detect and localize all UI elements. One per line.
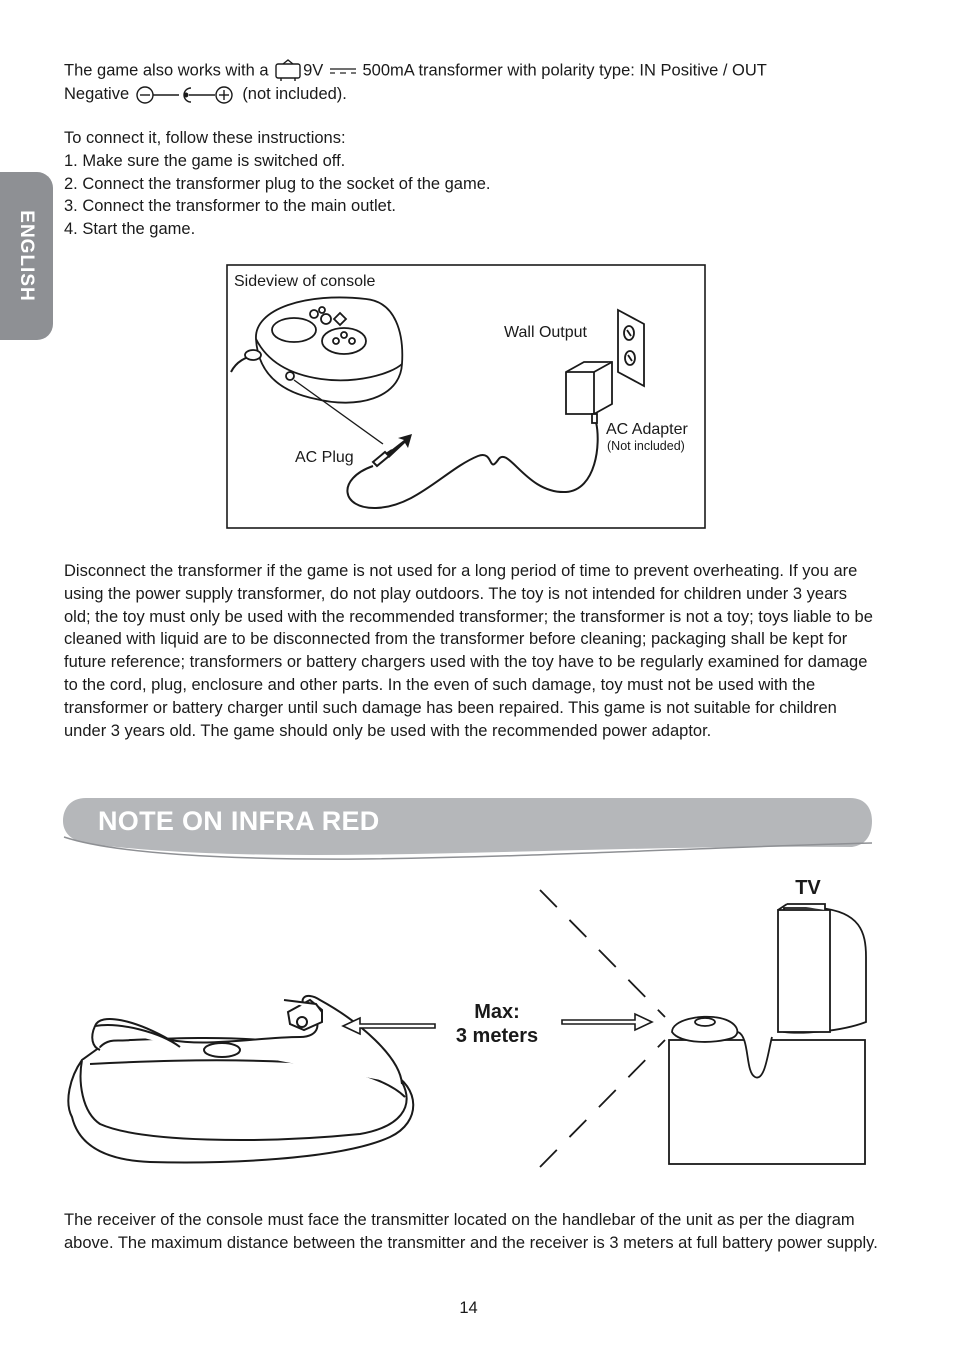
- instruction-step: 4. Start the game.: [64, 220, 196, 239]
- voltage-value: 9V: [303, 61, 324, 80]
- language-tab: [0, 172, 53, 340]
- diagram-title: Sideview of console: [234, 273, 376, 290]
- page-number: 14: [459, 1299, 478, 1317]
- ride-on-unit-illustration: [68, 996, 413, 1163]
- left-arrow-icon: [343, 1018, 435, 1034]
- ir-range-upper-line: [540, 890, 665, 1017]
- distance-label-line1: Max:: [474, 1001, 520, 1023]
- wall-output-label: Wall Output: [504, 324, 587, 341]
- intro-paragraph: [64, 59, 864, 106]
- tv-illustration: [778, 904, 866, 1033]
- tv-label: TV: [795, 877, 821, 899]
- instructions-heading: To connect it, follow these instructions:: [64, 129, 346, 147]
- transformer-icon: [273, 59, 303, 83]
- instruction-step: 2. Connect the transformer plug to the socket of the game.: [64, 174, 491, 193]
- intro-text-part1: The game also works with a: [64, 61, 269, 80]
- distance-label-line2: 3 meters: [455, 1025, 539, 1047]
- negative-label: Negative: [64, 85, 130, 103]
- instructions-list: [64, 127, 864, 241]
- instruction-step: 1. Make sure the game is switched off.: [64, 151, 346, 170]
- ac-adapter-label: AC Adapter: [606, 421, 688, 438]
- instruction-step: 3. Connect the transformer to the main outlet.: [64, 197, 397, 216]
- intro-text-part2: 500mA transformer with polarity type: IN Positive / OUT: [362, 61, 767, 80]
- section-heading: NOTE ON INFRA RED: [98, 806, 380, 836]
- dc-symbol-icon: [328, 65, 358, 77]
- ir-range-lower-line: [540, 1040, 665, 1167]
- language-tab-label: ENGLISH: [16, 210, 37, 302]
- right-arrow-icon: [562, 1014, 652, 1030]
- wall-outlet-illustration: [618, 310, 644, 386]
- safety-warning-paragraph: Disconnect the transformer if the game is not used for a long period of time to prevent overheating. If you are using the power supply transformer, do not play outdoors. The toy is not intended for children under 3 years old; the toy must only be used with the recommended transformer; the transformer is not a toy; toys liable to be cleaned with liquid are to be disconnected from the transformer before cleaning; packaging shall be kept for future reference; transformers or battery chargers used with the toy have to be regularly examined for damage to the cord, plug, enclosure and other parts. In the even of such damage, toy must not be used with the transformer or battery charger until such damage has been repaired. This game is not suitable for children under 3 years old. The game should only be used with the recommended power adaptor.: [64, 562, 873, 740]
- connection-diagram: [226, 264, 706, 529]
- receiver-paragraph: The receiver of the console must face the transmitter located on the handlebar of the unit as per the diagram above. The maximum distance between the transmitter and the receiver is 3 meters at full battery power supply.: [64, 1211, 878, 1252]
- ac-plug-label: AC Plug: [295, 449, 354, 466]
- ac-adapter-note: (Not included): [607, 439, 685, 453]
- infrared-diagram: [60, 872, 880, 1172]
- polarity-symbol-icon: [134, 84, 238, 106]
- not-included-note: (not included).: [242, 85, 347, 103]
